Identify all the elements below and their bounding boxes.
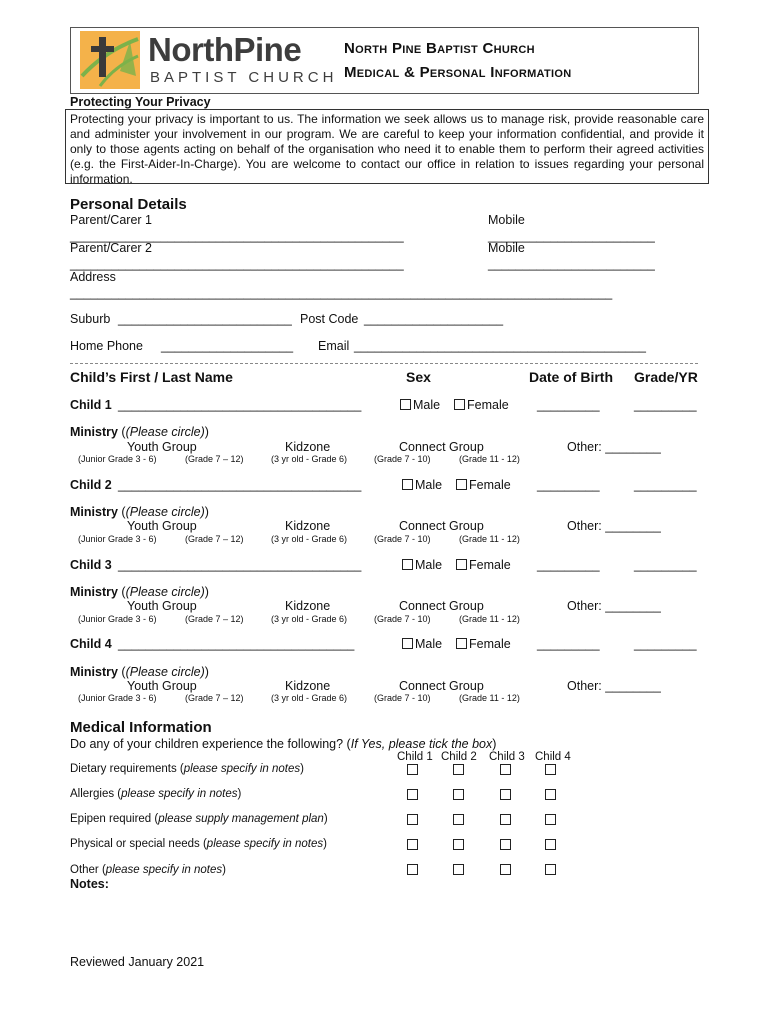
question-c: ) [492, 737, 497, 751]
child3-female-label: Female [469, 558, 511, 572]
ministry4-youth[interactable]: Youth Group [127, 679, 197, 693]
other-child4-checkbox[interactable] [545, 864, 556, 875]
allergies-child1-checkbox[interactable] [407, 789, 418, 800]
email-field[interactable]: __________________________________________ [354, 339, 646, 353]
ministry3-connect[interactable]: Connect Group [399, 599, 484, 613]
row-end: ) [237, 788, 242, 800]
child3-grade-field[interactable]: _________ [634, 558, 697, 572]
ministry2-other[interactable]: Other: ________ [567, 519, 661, 533]
ministry3-junior: (Junior Grade 3 - 6) [78, 614, 157, 624]
ministry3-kidzone-range: (3 yr old - Grade 6) [271, 614, 348, 624]
physical-row-label [70, 838, 327, 850]
other-child1-checkbox[interactable] [407, 864, 418, 875]
ministry2-kidzone-range: (3 yr old - Grade 6) [271, 534, 348, 544]
ministry3-kidzone[interactable]: Kidzone [285, 599, 331, 613]
row-label: Physical or special needs ( [70, 838, 207, 850]
ministry1-grade7-12: (Grade 7 – 12) [185, 454, 244, 464]
ministry-word: Ministry [70, 665, 118, 679]
ministry1-connect-b: (Grade 11 - 12) [459, 454, 520, 464]
physical-child4-checkbox[interactable] [545, 839, 556, 850]
other-child3-checkbox[interactable] [500, 864, 511, 875]
privacy-text: Protecting your privacy is important to us. The information we seek allows us to manage risk, provide reasonable care and administer your involvement in our program. We are careful to keep your information confidential, and provide it only to those agents acting on behalf of the organisation who need it to enable them to perform their agreed activities (e.g. the First-Aider-In-Charge). You are welcome to contact our office in relation to issues regarding your personal information. [70, 112, 704, 186]
child3-female-checkbox[interactable] [456, 559, 467, 570]
row-end: ) [323, 838, 327, 850]
other-child2-checkbox[interactable] [453, 864, 464, 875]
ministry3-label: Ministry ((Please circle)) [70, 585, 209, 599]
suburb-field[interactable]: _________________________ [118, 312, 292, 326]
ministry4-kidzone-range: (3 yr old - Grade 6) [271, 693, 348, 703]
please-circle: (Please circle) [125, 665, 205, 679]
child4-female-label: Female [469, 637, 511, 651]
epipen-child2-checkbox[interactable] [453, 814, 464, 825]
row-label: Epipen required ( [70, 813, 159, 825]
ministry1-label: Ministry ((Please circle)) [70, 425, 209, 439]
child2-dob-field[interactable]: _________ [537, 478, 600, 492]
logo-subtitle: BAPTIST CHURCH [150, 69, 338, 86]
please-circle: (Please circle) [125, 585, 205, 599]
allergies-child2-checkbox[interactable] [453, 789, 464, 800]
row-note: please specify in notes [183, 763, 301, 775]
ministry2-junior: (Junior Grade 3 - 6) [78, 534, 157, 544]
sex-header: Sex [406, 369, 431, 385]
mobile2-field[interactable]: ________________________ [488, 257, 655, 271]
postcode-field[interactable]: ____________________ [364, 312, 504, 326]
parent2-label: Parent/Carer 2 [70, 241, 152, 255]
col-child2: Child 2 [441, 751, 477, 763]
address-label: Address [70, 270, 116, 284]
question-a: Do any of your children experience the following? ( [70, 737, 351, 751]
ministry1-connect-a: (Grade 7 - 10) [374, 454, 431, 464]
review-date: Reviewed January 2021 [70, 955, 205, 969]
cross-logo-icon [80, 31, 140, 91]
child2-male-checkbox[interactable] [402, 479, 413, 490]
medical-question [70, 737, 496, 751]
row-end: ) [300, 763, 304, 775]
ministry4-other[interactable]: Other: ________ [567, 679, 661, 693]
ministry3-connect-b: (Grade 11 - 12) [459, 614, 520, 624]
allergies-child3-checkbox[interactable] [500, 789, 511, 800]
col-child4: Child 4 [535, 751, 571, 763]
child4-name-field[interactable]: __________________________________ [118, 637, 355, 651]
ministry4-connect-a: (Grade 7 - 10) [374, 693, 431, 703]
ministry2-youth[interactable]: Youth Group [127, 519, 197, 533]
ministry1-connect[interactable]: Connect Group [399, 440, 484, 454]
doc-title: Medical & Personal Information [344, 64, 572, 81]
dietary-child1-checkbox[interactable] [407, 764, 418, 775]
ministry1-kidzone-range: (3 yr old - Grade 6) [271, 454, 348, 464]
row-label: Allergies ( [70, 788, 122, 800]
ministry2-connect-b: (Grade 11 - 12) [459, 534, 520, 544]
child1-dob-field[interactable]: _________ [537, 398, 600, 412]
parent2-field[interactable]: ________________________________________________ [70, 257, 404, 271]
child4-female-checkbox[interactable] [456, 638, 467, 649]
col-child3: Child 3 [489, 751, 525, 763]
ministry4-grade7-12: (Grade 7 – 12) [185, 693, 244, 703]
parent1-field[interactable]: ________________________________________________ [70, 229, 404, 243]
org-title: North Pine Baptist Church [344, 40, 535, 57]
child1-grade-field[interactable]: _________ [634, 398, 697, 412]
child1-male-checkbox[interactable] [400, 399, 411, 410]
suburb-label: Suburb [70, 312, 111, 326]
allergies-child4-checkbox[interactable] [545, 789, 556, 800]
physical-child1-checkbox[interactable] [407, 839, 418, 850]
ministry1-youth[interactable]: Youth Group [127, 440, 197, 454]
child3-male-label: Male [415, 558, 443, 572]
ministry4-junior: (Junior Grade 3 - 6) [78, 693, 157, 703]
row-note: please specify in notes [121, 788, 238, 800]
row-label: Other ( [70, 864, 106, 876]
postcode-label: Post Code [300, 312, 359, 326]
ministry3-other[interactable]: Other: ________ [567, 599, 661, 613]
ministry2-label: Ministry ((Please circle)) [70, 505, 209, 519]
mobile1-field[interactable]: ________________________ [488, 229, 655, 243]
child3-male-checkbox[interactable] [402, 559, 413, 570]
mobile2-label: Mobile [488, 241, 525, 255]
child1-female-checkbox[interactable] [454, 399, 465, 410]
ministry4-connect-b: (Grade 11 - 12) [459, 693, 520, 703]
child4-label: Child 4 [70, 637, 112, 651]
child1-female-label: Female [467, 398, 509, 412]
child2-female-label: Female [469, 478, 511, 492]
child-name-header: Child’s First / Last Name [70, 369, 233, 385]
logo-name: NorthPine [148, 31, 302, 68]
address-field[interactable]: ______________________________________________________________________________ [70, 286, 613, 300]
row-end: ) [222, 864, 226, 876]
notes-label: Notes: [70, 877, 109, 891]
row-note: please specify in notes [105, 864, 223, 876]
child2-male-label: Male [415, 478, 443, 492]
child4-male-checkbox[interactable] [402, 638, 413, 649]
please-circle: (Please circle) [125, 505, 205, 519]
child1-male-label: Male [413, 398, 441, 412]
child2-label: Child 2 [70, 478, 112, 492]
privacy-heading: Protecting Your Privacy [70, 95, 211, 109]
epipen-child1-checkbox[interactable] [407, 814, 418, 825]
child3-label: Child 3 [70, 558, 112, 572]
section-divider [70, 363, 698, 364]
allergies-row-label [70, 788, 241, 800]
ministry3-youth[interactable]: Youth Group [127, 599, 197, 613]
ministry1-kidzone[interactable]: Kidzone [285, 440, 331, 454]
privacy-box [65, 109, 709, 184]
row-note: please specify in notes [206, 838, 324, 850]
dob-header: Date of Birth [529, 369, 613, 385]
other-row-label [70, 864, 226, 876]
email-label: Email [318, 339, 350, 353]
child3-dob-field[interactable]: _________ [537, 558, 600, 572]
dietary-row-label [70, 763, 304, 775]
ministry4-connect[interactable]: Connect Group [399, 679, 484, 693]
question-b: If Yes, please tick the box [350, 737, 493, 751]
ministry1-junior: (Junior Grade 3 - 6) [78, 454, 157, 464]
ministry2-connect[interactable]: Connect Group [399, 519, 484, 533]
child2-grade-field[interactable]: _________ [634, 478, 697, 492]
child2-female-checkbox[interactable] [456, 479, 467, 490]
child4-male-label: Male [415, 637, 443, 651]
personal-heading: Personal Details [70, 196, 187, 213]
ministry2-grade7-12: (Grade 7 – 12) [185, 534, 244, 544]
ministry4-kidzone[interactable]: Kidzone [285, 679, 331, 693]
mobile1-label: Mobile [488, 213, 525, 227]
dietary-child4-checkbox[interactable] [545, 764, 556, 775]
dietary-child3-checkbox[interactable] [500, 764, 511, 775]
please-circle: (Please circle) [125, 425, 205, 439]
ministry3-grade7-12: (Grade 7 – 12) [185, 614, 244, 624]
child4-grade-field[interactable]: _________ [634, 637, 697, 651]
parent1-label: Parent/Carer 1 [70, 213, 152, 227]
ministry-word: Ministry [70, 425, 118, 439]
medical-heading: Medical Information [70, 719, 212, 736]
ministry4-label: Ministry ((Please circle)) [70, 665, 209, 679]
ministry1-other[interactable]: Other: ________ [567, 440, 661, 454]
row-end: ) [323, 813, 328, 825]
ministry3-connect-a: (Grade 7 - 10) [374, 614, 431, 624]
physical-child2-checkbox[interactable] [453, 839, 464, 850]
child3-name-field[interactable]: ___________________________________ [118, 558, 362, 572]
church-logo [80, 31, 338, 91]
child1-name-field[interactable]: ___________________________________ [118, 398, 362, 412]
child4-dob-field[interactable]: _________ [537, 637, 600, 651]
dietary-child2-checkbox[interactable] [453, 764, 464, 775]
row-note: please supply management plan [158, 813, 324, 825]
epipen-row-label [70, 813, 328, 825]
child2-name-field[interactable]: ___________________________________ [118, 478, 362, 492]
epipen-child3-checkbox[interactable] [500, 814, 511, 825]
epipen-child4-checkbox[interactable] [545, 814, 556, 825]
grade-header: Grade/YR [634, 369, 698, 385]
ministry-word: Ministry [70, 505, 118, 519]
ministry-word: Ministry [70, 585, 118, 599]
ministry2-connect-a: (Grade 7 - 10) [374, 534, 431, 544]
row-label: Dietary requirements ( [70, 763, 184, 775]
col-child1: Child 1 [397, 751, 433, 763]
homephone-field[interactable]: ___________________ [161, 339, 294, 353]
physical-child3-checkbox[interactable] [500, 839, 511, 850]
child1-label: Child 1 [70, 398, 112, 412]
ministry2-kidzone[interactable]: Kidzone [285, 519, 331, 533]
homephone-label: Home Phone [70, 339, 143, 353]
